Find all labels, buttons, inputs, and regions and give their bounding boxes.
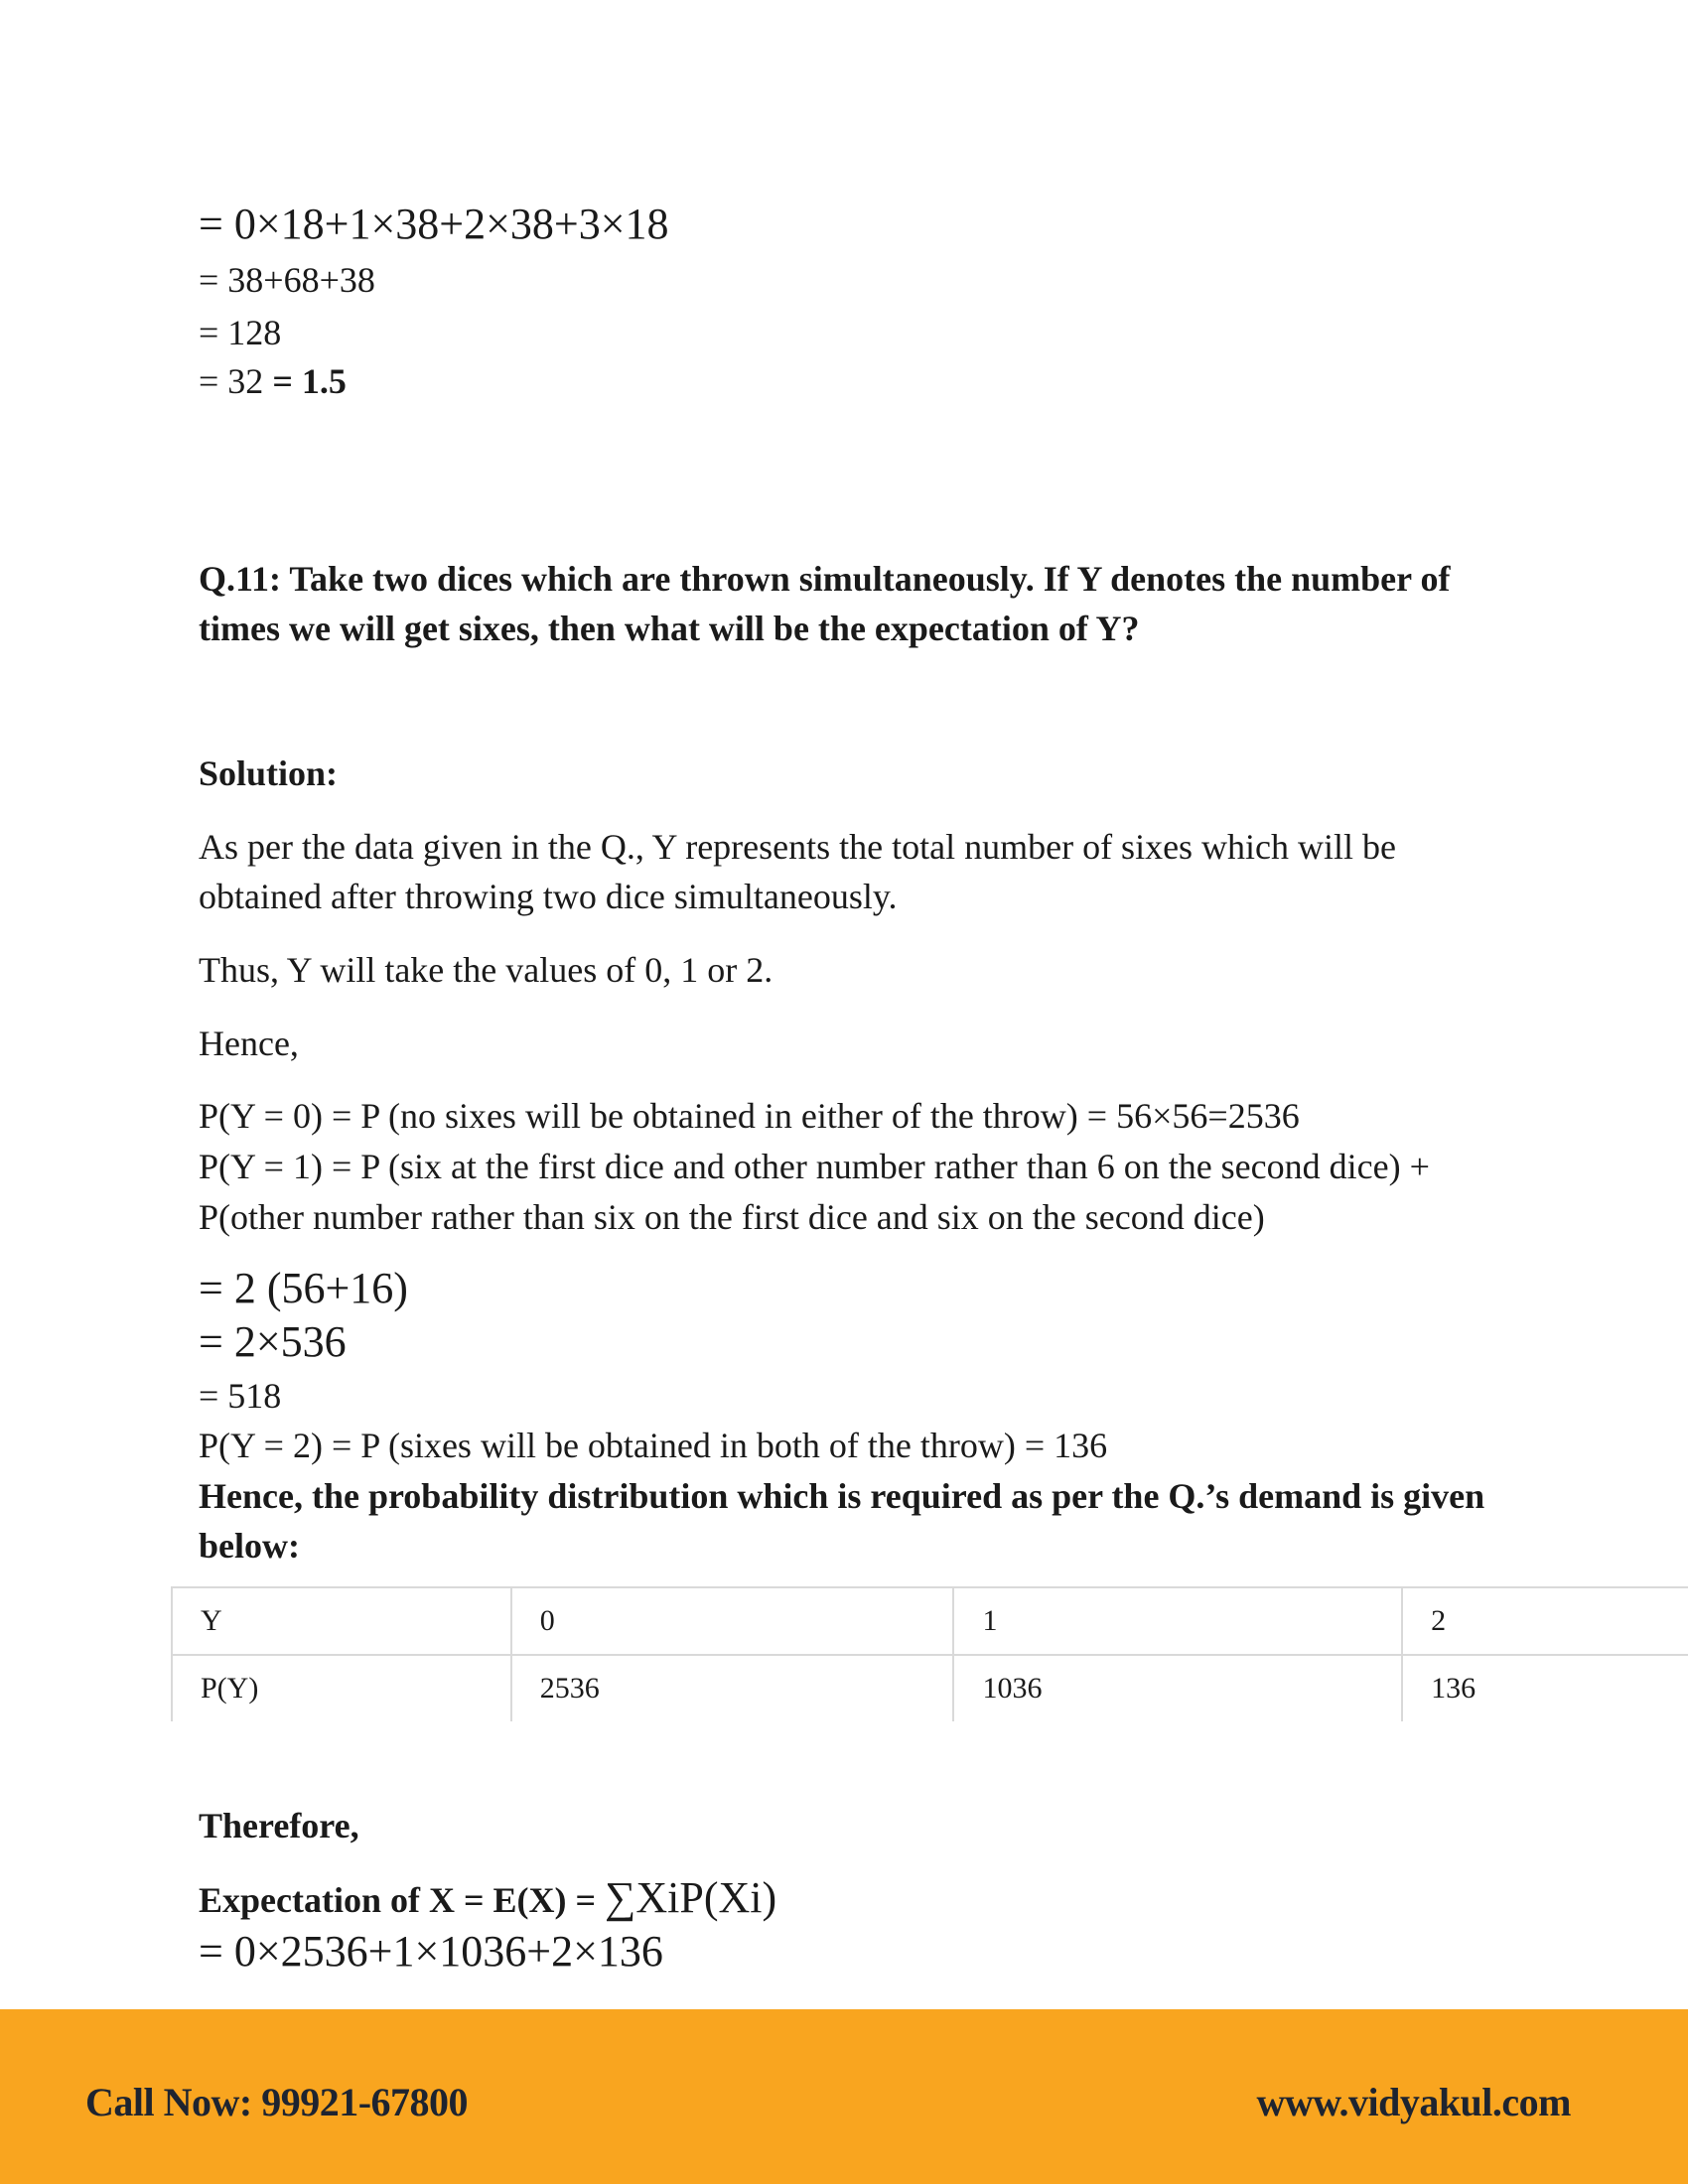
prob-y1-line-cont: P(other number rather than six on the first dice and six on the second dice) bbox=[199, 1197, 1265, 1237]
question-heading: Q.11: Take two dices which are thrown simultaneously. If Y denotes the number of times we will get sixes, then what will be the expectation of Y? bbox=[199, 559, 1451, 648]
calc-line: = 38+68+38 bbox=[199, 260, 375, 300]
expectation-label: Expectation of X = E(X) = bbox=[199, 1880, 605, 1920]
table-cell: P(Y) bbox=[172, 1655, 511, 1721]
prob-y2-line: P(Y = 2) = P (sixes will be obtained in both of the throw) = 136 bbox=[199, 1426, 1108, 1465]
calc-line: = 2×536 bbox=[199, 1317, 347, 1366]
distribution-table bbox=[171, 1586, 1688, 1721]
calc-line: = 0×18+1×38+2×38+3×18 bbox=[199, 200, 669, 248]
table-cell: 2536 bbox=[511, 1655, 954, 1721]
calc-line: = 128 bbox=[199, 313, 282, 352]
table-row bbox=[172, 1655, 1688, 1721]
call-now-text: Call Now: 99921-67800 bbox=[85, 2080, 469, 2124]
footer-bar bbox=[0, 2009, 1688, 2184]
calc-line: = 2 (56+16) bbox=[199, 1264, 408, 1312]
table-cell: 1036 bbox=[953, 1655, 1402, 1721]
table-cell: 0 bbox=[511, 1587, 954, 1655]
calc-result: = 1.5 bbox=[272, 361, 347, 401]
prob-y1-line: P(Y = 1) = P (six at the first dice and other number rather than 6 on the second dice) + bbox=[199, 1147, 1430, 1186]
calc-text: = 32 bbox=[199, 361, 273, 401]
table-row bbox=[172, 1587, 1688, 1655]
solution-label: Solution: bbox=[199, 753, 339, 793]
calc-result-line bbox=[199, 359, 347, 403]
table-cell: 136 bbox=[1402, 1655, 1688, 1721]
prob-y0-line: P(Y = 0) = P (no sixes will be obtained in either of the throw) = 56×56=2536 bbox=[199, 1096, 1300, 1136]
table-cell: 1 bbox=[953, 1587, 1402, 1655]
calc-line: = 518 bbox=[199, 1376, 282, 1416]
table-cell: 2 bbox=[1402, 1587, 1688, 1655]
table-cell: Y bbox=[172, 1587, 511, 1655]
expectation-formula: ∑XiP(Xi) bbox=[605, 1873, 777, 1922]
therefore-label: Therefore, bbox=[199, 1806, 359, 1845]
solution-paragraph: As per the data given in the Q., Y represents the total number of sixes which will be obtained after throwing two dice simultaneously. bbox=[199, 827, 1397, 916]
distribution-heading: Hence, the probability distribution which is required as per the Q.’s demand is given below: bbox=[199, 1476, 1485, 1566]
values-paragraph: Thus, Y will take the values of 0, 1 or 2. bbox=[199, 950, 774, 990]
hence-paragraph: Hence, bbox=[199, 1024, 299, 1063]
final-calc-line: = 0×2536+1×1036+2×136 bbox=[199, 1927, 663, 1976]
website-link[interactable]: www.vidyakul.com bbox=[1256, 2080, 1571, 2124]
expectation-line bbox=[199, 1873, 777, 1922]
